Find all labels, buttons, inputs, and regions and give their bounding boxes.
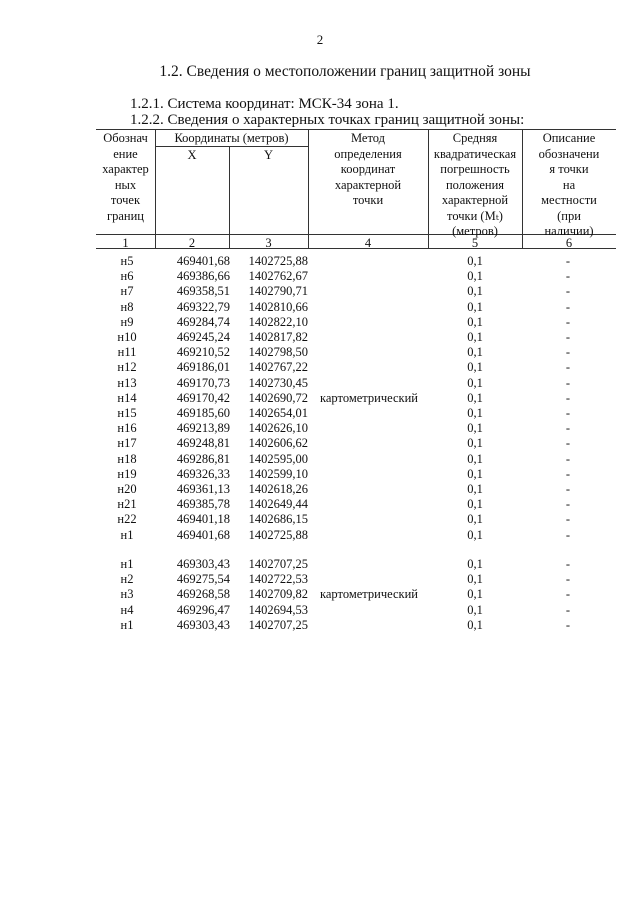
header-description-line: на: [562, 177, 576, 192]
description-value: -: [565, 330, 571, 344]
header-description-line: я точки: [549, 162, 589, 176]
header-point-designation-line: границ: [107, 208, 144, 223]
error-value: 0,1: [467, 512, 483, 527]
coord-x: 469361,13: [176, 482, 230, 496]
error-value: 0,1: [467, 602, 483, 617]
table-row: [0, 512, 640, 527]
coord-y: 1402649,44: [248, 497, 308, 512]
header-x: X: [187, 148, 197, 162]
header-y: Y: [263, 148, 274, 162]
description-value: -: [565, 587, 571, 602]
header-point-designation-line: точек: [110, 193, 141, 207]
description-value: -: [565, 497, 571, 512]
table-row: [0, 300, 640, 315]
coord-x: 469296,47: [176, 602, 230, 617]
coord-x: 469358,51: [176, 284, 230, 299]
table-row: [0, 345, 640, 360]
coord-x: 469386,66: [176, 269, 230, 284]
description-value: -: [565, 269, 571, 284]
coord-x: 469286,81: [176, 451, 230, 466]
point-name: н4: [120, 602, 134, 617]
coord-y: 1402725,88: [248, 527, 308, 542]
description-value: -: [565, 436, 571, 451]
table-row: [0, 376, 640, 391]
point-name: н1: [120, 527, 134, 542]
description-value: -: [565, 390, 571, 405]
point-name: н12: [117, 360, 137, 375]
error-value: 0,1: [467, 269, 483, 284]
header-point-designation-line: ение: [113, 146, 138, 161]
column-number-4: 4: [364, 236, 372, 250]
point-name: н20: [117, 482, 137, 496]
header-description-line: (при: [557, 208, 581, 223]
point-name: н13: [117, 375, 137, 390]
col-divider-1: [155, 129, 156, 248]
coord-y: 1402790,71: [248, 284, 308, 299]
coord-x: 469326,33: [176, 466, 230, 481]
coord-x: 469245,24: [176, 330, 230, 344]
table-row: [0, 497, 640, 512]
description-value: -: [565, 572, 571, 587]
coord-x: 469210,52: [176, 345, 230, 360]
header-description: [522, 131, 616, 240]
error-value: 0,1: [467, 330, 483, 344]
coord-y: 1402690,72: [248, 390, 308, 405]
error-value: 0,1: [467, 451, 483, 466]
error-value: 0,1: [467, 284, 483, 299]
column-number-1: 1: [122, 236, 129, 250]
header-point-designation: [96, 131, 155, 224]
section-title: 1.2. Сведения о местоположении границ защитной зоны: [159, 63, 531, 80]
coord-y: 1402707,25: [248, 617, 308, 632]
table-top-rule: [96, 129, 616, 130]
coord-y: 1402762,67: [248, 269, 308, 284]
description-value: -: [565, 360, 571, 375]
coord-y: 1402626,10: [248, 421, 308, 436]
error-value: 0,1: [467, 436, 483, 451]
coord-x: 469385,78: [176, 497, 230, 512]
coord-y: 1402725,88: [248, 254, 308, 268]
error-value: 0,1: [467, 527, 483, 542]
point-name: н1: [120, 617, 134, 632]
table-row: [0, 467, 640, 482]
table-row: [0, 284, 640, 299]
description-value: -: [565, 512, 571, 527]
description-value: -: [565, 299, 571, 314]
table-row: [0, 482, 640, 497]
header-method-line: точки: [352, 193, 384, 207]
point-name: н1: [120, 557, 134, 571]
point-name: н6: [120, 269, 134, 284]
header-error-line: положения: [445, 177, 505, 192]
coord-x: 469170,73: [176, 375, 230, 390]
description-value: -: [565, 617, 571, 632]
point-name: н21: [117, 497, 137, 512]
description-value: -: [565, 482, 571, 496]
column-number-5: 5: [471, 236, 479, 250]
point-name: н7: [120, 284, 134, 299]
coord-y: 1402595,00: [248, 451, 308, 466]
error-value: 0,1: [467, 254, 483, 268]
coord-y: 1402767,22: [248, 360, 308, 375]
coord-x: 469268,58: [176, 587, 230, 602]
description-value: -: [565, 284, 571, 299]
point-name: н10: [117, 330, 137, 344]
point-name: н22: [117, 512, 137, 527]
point-name: н9: [120, 314, 134, 329]
header-error-line: (метров): [452, 224, 498, 238]
coord-y: 1402654,01: [248, 406, 308, 420]
point-name: н19: [117, 466, 137, 481]
coord-y: 1402618,26: [248, 482, 308, 496]
table-row: [0, 254, 640, 269]
header-description-line: обозначени: [538, 146, 600, 161]
header-error-line: квадратическая: [433, 146, 517, 161]
coord-y: 1402822,10: [248, 314, 308, 329]
coord-x: 469401,68: [176, 254, 230, 268]
coord-y: 1402730,45: [248, 375, 308, 390]
error-value: 0,1: [467, 572, 483, 587]
header-point-designation-line: характер: [102, 162, 149, 176]
error-value: 0,1: [467, 299, 483, 314]
error-value: 0,1: [467, 360, 483, 375]
description-value: -: [565, 557, 571, 571]
coord-x: 469322,79: [176, 299, 230, 314]
column-number-6: 6: [565, 236, 573, 250]
subsection-coordinate-system: 1.2.1. Система координат: МСК-34 зона 1.: [130, 96, 399, 112]
point-name: н14: [117, 390, 137, 405]
table-row: [0, 421, 640, 436]
header-coords-group: Координаты (метров): [174, 131, 289, 145]
coord-y: 1402810,66: [248, 299, 308, 314]
error-value: 0,1: [467, 375, 483, 390]
coord-x: 469401,68: [176, 527, 230, 542]
coord-y: 1402709,82: [248, 587, 308, 602]
table-row: [0, 572, 640, 587]
error-value: 0,1: [467, 557, 483, 571]
coord-y: 1402606,62: [248, 436, 308, 451]
table-row: [0, 528, 640, 543]
table-row: [0, 406, 640, 421]
table-row: [0, 315, 640, 330]
point-name: н16: [117, 421, 137, 436]
coord-y: 1402707,25: [248, 557, 308, 571]
description-value: -: [565, 345, 571, 360]
column-number-3: 3: [265, 236, 272, 250]
table-row: [0, 603, 640, 618]
description-value: -: [565, 527, 571, 542]
error-value: 0,1: [467, 617, 483, 632]
table-row: [0, 557, 640, 572]
point-name: н11: [117, 345, 137, 360]
header-description-line: Описание: [542, 131, 596, 145]
coord-x: 469185,60: [176, 406, 230, 420]
coord-x: 469213,89: [176, 421, 230, 436]
coord-y: 1402798,50: [248, 345, 308, 360]
page-number: 2: [316, 32, 324, 47]
coord-x: 469401,18: [176, 512, 230, 527]
coord-x: 469284,74: [176, 314, 230, 329]
table-row: [0, 436, 640, 451]
header-error-line: погрешность: [440, 162, 510, 176]
point-name: н17: [117, 436, 137, 451]
header-method-line: определения: [334, 146, 402, 161]
error-value: 0,1: [467, 406, 483, 420]
description-value: -: [565, 314, 571, 329]
coord-x: 469186,01: [176, 360, 230, 375]
coord-x: 469170,42: [176, 390, 230, 405]
description-value: -: [565, 451, 571, 466]
coord-y: 1402599,10: [248, 466, 308, 481]
coord-x: 469275,54: [176, 572, 230, 587]
description-value: -: [565, 421, 571, 436]
method-value: картометрический: [320, 587, 418, 602]
coord-y: 1402686,15: [248, 512, 308, 527]
point-name: н15: [117, 406, 137, 420]
header-error-line: точки (Mₜ): [447, 208, 503, 223]
point-name: н5: [120, 254, 134, 268]
subsection-points-info: 1.2.2. Сведения о характерных точках границ защитной зоны:: [130, 112, 525, 128]
header-description-line: наличии): [544, 224, 594, 238]
table-row: [0, 618, 640, 633]
description-value: -: [565, 602, 571, 617]
header-point-designation-line: ных: [114, 177, 137, 192]
table-row: [0, 269, 640, 284]
description-value: -: [565, 375, 571, 390]
coord-x: 469303,43: [176, 557, 230, 571]
point-name: н8: [120, 299, 134, 314]
coord-y: 1402817,82: [248, 330, 308, 344]
coord-x: 469303,43: [176, 617, 230, 632]
error-value: 0,1: [467, 345, 483, 360]
header-error-line: Средняя: [452, 131, 498, 145]
error-value: 0,1: [467, 421, 483, 436]
header-point-designation-line: Обознач: [103, 131, 148, 145]
description-value: -: [565, 406, 571, 420]
coord-y: 1402694,53: [248, 602, 308, 617]
point-name: н2: [120, 572, 134, 587]
column-number-2: 2: [188, 236, 196, 250]
table-row: [0, 330, 640, 345]
table-row: [0, 360, 640, 375]
error-value: 0,1: [467, 482, 483, 496]
error-value: 0,1: [467, 314, 483, 329]
error-value: 0,1: [467, 466, 483, 481]
table-row: [0, 452, 640, 467]
header-error: [428, 131, 522, 240]
header-description-line: местности: [541, 193, 597, 207]
error-value: 0,1: [467, 497, 483, 512]
error-value: 0,1: [467, 587, 483, 602]
description-value: -: [565, 466, 571, 481]
method-value: картометрический: [320, 390, 418, 405]
description-value: -: [565, 254, 571, 268]
error-value: 0,1: [467, 390, 483, 405]
header-error-line: характерной: [441, 193, 509, 207]
point-name: н18: [117, 451, 137, 466]
header-method-line: координат: [340, 162, 396, 176]
header-method-line: характерной: [334, 177, 402, 192]
point-name: н3: [120, 587, 134, 602]
coord-x: 469248,81: [176, 436, 230, 451]
header-method-line: Метод: [350, 131, 386, 145]
header-method: [308, 131, 428, 209]
coord-y: 1402722,53: [248, 572, 308, 587]
